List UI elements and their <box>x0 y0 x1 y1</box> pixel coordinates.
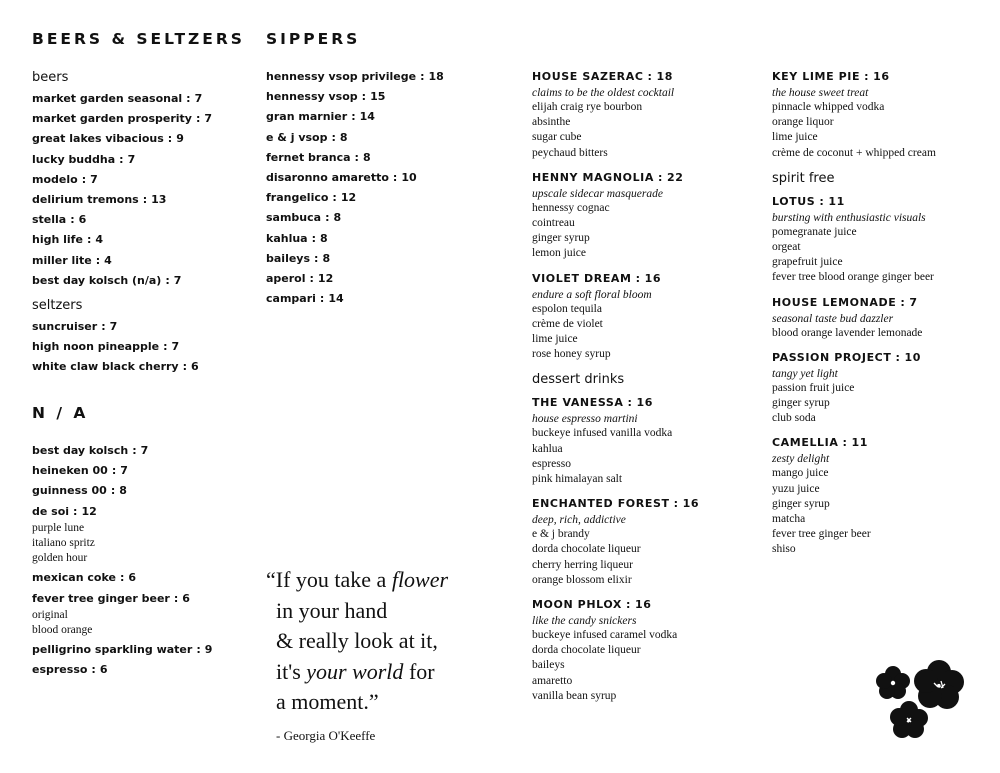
item-price: 6 <box>128 571 137 585</box>
variant-line: italiano spritz <box>32 536 95 549</box>
price-separator: : <box>626 598 632 612</box>
item-price: 14 <box>328 292 344 306</box>
price-separator: : <box>819 194 825 208</box>
price-separator: : <box>309 271 314 285</box>
drink-price: 11 <box>851 436 868 450</box>
ingredient: lime juice <box>772 131 818 144</box>
item-price: 4 <box>95 233 103 247</box>
drink-title <box>772 351 936 365</box>
item-price: 7 <box>90 172 98 186</box>
price-separator: : <box>167 132 173 146</box>
price-separator: : <box>73 504 78 518</box>
drink-tagline: zesty delight <box>772 453 830 466</box>
drink-title <box>532 497 699 511</box>
menu-item <box>266 90 444 104</box>
item-name: sambuca <box>266 211 322 225</box>
drink-price: 16 <box>873 70 890 83</box>
menu-item <box>266 70 444 84</box>
price-separator: : <box>173 591 179 605</box>
price-separator: : <box>95 253 101 267</box>
ingredient: amaretto <box>532 674 573 687</box>
drink-title <box>532 598 699 612</box>
drink-price: 22 <box>667 170 684 184</box>
drink-entry <box>532 70 699 161</box>
item-price: 8 <box>320 231 328 245</box>
price-separator: : <box>627 396 633 410</box>
price-separator: : <box>132 444 137 457</box>
na-column <box>32 444 212 684</box>
spirit-free-list <box>772 195 936 558</box>
menu-item <box>32 274 212 288</box>
ingredient: crème de violet <box>532 317 603 330</box>
price-separator: : <box>392 170 398 184</box>
ingredient: dorda chocolate liqueur <box>532 543 641 556</box>
price-separator: : <box>110 484 116 498</box>
ingredient: shiso <box>772 543 796 556</box>
menu-item <box>32 340 212 354</box>
item-name: campari <box>266 292 316 306</box>
item-name: pelligrino sparkling water <box>32 643 193 657</box>
item-price: 10 <box>401 170 417 184</box>
price-separator: : <box>900 295 906 309</box>
item-name: high life <box>32 233 83 247</box>
drink-price: 11 <box>828 194 845 208</box>
menu-item <box>32 132 212 146</box>
menu-item <box>266 131 444 145</box>
seltzers-list <box>32 320 212 374</box>
ingredient: club soda <box>772 412 816 425</box>
drink-tagline: bursting with enthusiastic visuals <box>772 211 926 224</box>
ingredient: lemon juice <box>532 247 586 260</box>
drink-entry <box>532 272 699 363</box>
item-price: 6 <box>78 213 87 227</box>
item-price: 7 <box>171 339 180 353</box>
okeeffe-quote <box>266 565 516 718</box>
drink-name: LOTUS <box>772 194 816 208</box>
drink-entry <box>532 396 699 487</box>
price-separator: : <box>354 150 359 164</box>
variant-line: blood orange <box>32 623 93 636</box>
price-separator: : <box>142 192 148 206</box>
spirit-free-column <box>772 70 936 568</box>
item-name: market garden prosperity <box>32 112 192 126</box>
item-name: white claw black cherry <box>32 360 179 374</box>
drink-name: ENCHANTED FOREST <box>532 497 670 511</box>
menu-item <box>32 505 212 519</box>
item-name: frangelico <box>266 191 329 205</box>
variant-line: purple lune <box>32 521 85 534</box>
drink-entry <box>772 70 936 161</box>
sippers-column <box>266 70 444 312</box>
item-name: stella <box>32 213 67 227</box>
drink-title <box>532 70 699 84</box>
item-price: 8 <box>339 130 348 144</box>
item-price: 18 <box>428 70 444 83</box>
drink-title <box>772 195 936 209</box>
item-name: miller lite <box>32 253 92 267</box>
ingredient: crème de coconut + whipped cream <box>772 146 936 159</box>
price-separator: : <box>186 92 191 105</box>
item-name: delirium tremons <box>32 192 139 206</box>
menu-item <box>32 571 212 585</box>
item-price: 8 <box>322 251 331 265</box>
ingredient: mango juice <box>772 467 829 480</box>
ingredient: matcha <box>772 513 806 526</box>
menu-item <box>32 643 212 657</box>
spirit-free-subheading: spirit free <box>772 170 835 186</box>
variant-line: original <box>32 608 68 621</box>
item-price: 12 <box>340 191 357 205</box>
price-separator: : <box>195 112 201 126</box>
item-name: heineken 00 <box>32 464 108 478</box>
item-price: 8 <box>362 150 371 164</box>
price-separator: : <box>119 571 125 585</box>
drink-name: KEY LIME PIE <box>772 70 861 83</box>
drink-name: HOUSE SAZERAC <box>532 70 644 83</box>
quote-line-2: in your hand <box>276 597 388 623</box>
ingredient: buckeye infused caramel vodka <box>532 629 678 642</box>
menu-item <box>266 252 444 266</box>
item-price: 7 <box>127 152 136 166</box>
na-heading: N / A <box>32 404 89 422</box>
item-name: baileys <box>266 251 311 265</box>
price-separator: : <box>91 663 96 677</box>
price-separator: : <box>647 70 653 83</box>
ingredient: vanilla bean syrup <box>532 689 617 702</box>
ingredient: lime juice <box>532 333 578 346</box>
item-price: 9 <box>204 643 213 657</box>
item-name: de soi <box>32 504 70 518</box>
drink-tagline: like the candy snickers <box>532 615 637 628</box>
quote-line-1: “If you take a flower <box>266 567 449 592</box>
item-name: great lakes vibacious <box>32 132 164 146</box>
drink-tagline: seasonal taste bud dazzler <box>772 312 894 325</box>
drink-entry <box>532 171 699 262</box>
price-separator: : <box>119 152 124 166</box>
item-price: 7 <box>194 92 203 105</box>
item-price: 7 <box>140 444 149 457</box>
ingredient: orgeat <box>772 241 801 254</box>
price-separator: : <box>311 231 316 245</box>
price-separator: : <box>86 233 92 247</box>
ingredient: elijah craig rye bourbon <box>532 101 643 113</box>
item-price: 6 <box>182 591 190 605</box>
drink-entry <box>772 195 936 286</box>
ingredient: buckeye infused vanilla vodka <box>532 427 673 440</box>
item-price: 7 <box>109 319 118 333</box>
item-name: high noon pineapple <box>32 339 160 353</box>
drink-tagline: upscale sidecar masquerade <box>532 187 663 200</box>
price-separator: : <box>163 339 168 353</box>
drink-price: 16 <box>636 396 654 410</box>
drink-name: PASSION PROJECT <box>772 350 892 364</box>
menu-item <box>32 484 212 498</box>
menu-item <box>32 464 212 478</box>
menu-item <box>32 153 212 167</box>
item-name: fever tree ginger beer <box>32 591 170 605</box>
price-separator: : <box>673 497 679 511</box>
drink-name: THE VANESSA <box>532 396 624 410</box>
price-separator: : <box>842 436 848 450</box>
price-separator: : <box>101 319 106 333</box>
item-name: market garden seasonal <box>32 92 183 105</box>
ingredient: ginger syrup <box>532 232 590 245</box>
ingredient: peychaud bitters <box>532 146 608 159</box>
quote-line-3: & really look at it, <box>276 628 438 653</box>
menu-item <box>32 254 212 268</box>
item-name: fernet branca <box>266 150 351 164</box>
price-separator: : <box>111 464 117 478</box>
ingredient: grapefruit juice <box>772 256 843 269</box>
item-price: 6 <box>99 663 108 677</box>
ingredient: espolon tequila <box>532 302 602 315</box>
drink-entry <box>532 497 699 588</box>
menu-item <box>32 213 212 227</box>
ingredient: rose honey syrup <box>532 348 611 361</box>
item-name: guinness 00 <box>32 484 107 498</box>
drink-tagline: deep, rich, addictive <box>532 514 626 527</box>
menu-item <box>266 292 444 306</box>
item-price: 15 <box>370 90 386 104</box>
menu-item <box>266 191 444 205</box>
item-name: lucky buddha <box>32 152 116 166</box>
price-separator: : <box>361 90 367 104</box>
item-variants <box>32 608 212 638</box>
flower-cluster-icon <box>872 652 972 744</box>
ingredient: cointreau <box>532 217 575 230</box>
seltzers-subheading: seltzers <box>32 297 83 313</box>
drink-entry <box>532 598 699 704</box>
ingredient: ginger syrup <box>772 397 830 410</box>
drink-tagline: claims to be the oldest cocktail <box>532 87 675 99</box>
drink-name: MOON PHLOX <box>532 598 623 612</box>
drink-name: CAMELLIA <box>772 436 839 450</box>
ingredient: sugar cube <box>532 131 582 144</box>
menu-item <box>266 232 444 246</box>
beers-seltzers-heading: BEERS & SELTZERS <box>32 30 245 48</box>
ingredient: fever tree ginger beer <box>772 528 871 541</box>
drink-price: 10 <box>904 350 921 364</box>
ingredient: passion fruit juice <box>772 381 855 394</box>
drink-tagline: house espresso martini <box>532 413 638 426</box>
price-separator: : <box>319 292 325 306</box>
drink-tagline: endure a soft floral bloom <box>532 288 652 301</box>
price-separator: : <box>182 360 187 374</box>
ingredient: orange liquor <box>772 116 834 129</box>
drink-name: VIOLET DREAM <box>532 271 632 285</box>
item-price: 4 <box>104 253 112 267</box>
drink-tagline: the house sweet treat <box>772 87 869 99</box>
ingredient: pink himalayan salt <box>532 473 623 486</box>
drink-price: 16 <box>644 271 662 285</box>
item-name: best day kolsch (n/a) <box>32 273 162 287</box>
drink-title <box>532 272 699 286</box>
menu-item <box>266 110 444 124</box>
ingredient: hennessy cognac <box>532 201 610 214</box>
price-separator: : <box>331 130 336 144</box>
drink-title <box>772 436 936 450</box>
drink-price: 18 <box>656 70 674 83</box>
price-separator: : <box>314 251 319 265</box>
item-name: hennessy vsop <box>266 90 358 104</box>
beers-subheading: beers <box>32 70 69 85</box>
menu-item <box>266 211 444 225</box>
sippers-list <box>266 70 444 306</box>
drink-price: 16 <box>635 598 652 612</box>
menu-item <box>32 360 212 374</box>
ingredient: espresso <box>532 457 571 470</box>
price-separator: : <box>420 70 425 83</box>
item-name: mexican coke <box>32 571 116 585</box>
ingredient: ginger syrup <box>772 497 830 510</box>
menu-item <box>32 320 212 334</box>
menu-item <box>32 663 212 677</box>
item-name: disaronno amaretto <box>266 170 389 184</box>
drink-entry <box>772 351 936 427</box>
price-separator: : <box>165 273 170 287</box>
menu-item <box>266 272 444 286</box>
menu-item <box>266 151 444 165</box>
menu-item <box>32 112 212 126</box>
variant-line: golden hour <box>32 552 88 565</box>
price-separator: : <box>81 172 87 186</box>
beers-seltzers-column <box>32 70 212 380</box>
drink-tagline: tangy yet light <box>772 367 838 380</box>
key-lime-slot <box>772 70 936 161</box>
item-name: aperol <box>266 271 306 285</box>
quote-attribution: - Georgia O'Keeffe <box>276 728 376 743</box>
cocktails-column <box>532 70 699 714</box>
item-price: 7 <box>204 112 213 126</box>
item-price: 8 <box>119 484 127 498</box>
ingredient: pinnacle whipped vodka <box>772 101 885 113</box>
ingredient: absinthe <box>532 116 571 129</box>
item-name: espresso <box>32 663 88 677</box>
drink-price: 16 <box>682 497 700 511</box>
item-price: 6 <box>191 360 199 374</box>
sippers-heading: SIPPERS <box>266 30 361 48</box>
item-price: 7 <box>173 273 182 287</box>
price-separator: : <box>635 271 641 285</box>
menu-item <box>32 173 212 187</box>
item-name: e & j vsop <box>266 130 328 144</box>
price-separator: : <box>658 170 663 184</box>
drink-entry <box>772 296 936 341</box>
menu-item <box>32 92 212 106</box>
item-price: 9 <box>176 132 184 146</box>
price-separator: : <box>196 643 201 657</box>
item-name: kahlua <box>266 231 308 245</box>
ingredient: dorda chocolate liqueur <box>532 644 641 657</box>
menu-item <box>32 193 212 207</box>
menu-item <box>32 233 212 247</box>
price-separator: : <box>332 191 337 205</box>
item-price: 13 <box>151 192 167 206</box>
item-price: 14 <box>359 110 375 124</box>
price-separator: : <box>325 211 330 225</box>
ingredient: kahlua <box>532 442 563 455</box>
drink-price: 7 <box>909 295 918 309</box>
item-price: 7 <box>120 464 128 478</box>
quote-line-4: it's your world for <box>276 658 435 684</box>
ingredient: pomegranate juice <box>772 225 857 238</box>
ingredient: yuzu juice <box>772 482 820 495</box>
drink-title <box>532 171 699 185</box>
menu-item <box>32 592 212 606</box>
price-separator: : <box>895 350 901 364</box>
na-list <box>32 444 212 677</box>
price-separator: : <box>70 213 75 227</box>
ingredient: baileys <box>532 659 565 672</box>
drink-title <box>532 396 699 410</box>
menu-item <box>266 171 444 185</box>
drink-title <box>772 70 936 84</box>
menu-item <box>32 444 212 458</box>
item-price: 12 <box>317 271 334 285</box>
price-separator: : <box>864 70 870 83</box>
item-price: 12 <box>81 504 97 518</box>
item-price: 8 <box>333 211 342 225</box>
price-separator: : <box>351 110 356 124</box>
dessert-list <box>532 396 699 704</box>
item-name: hennessy vsop privilege <box>266 70 417 83</box>
ingredient: e & j brandy <box>532 528 590 541</box>
ingredient: orange blossom elixir <box>532 573 632 586</box>
cocktails-list <box>532 70 699 362</box>
drink-title <box>772 296 936 310</box>
item-name: modelo <box>32 172 78 186</box>
drink-name: HENNY MAGNOLIA <box>532 170 654 184</box>
drink-name: HOUSE LEMONADE <box>772 295 897 309</box>
ingredient: blood orange lavender lemonade <box>772 326 923 339</box>
quote-line-5: a moment.” <box>276 689 379 714</box>
ingredient: fever tree blood orange ginger beer <box>772 271 934 284</box>
item-name: suncruiser <box>32 319 98 333</box>
item-name: best day kolsch <box>32 444 129 457</box>
ingredient: cherry herring liqueur <box>532 558 633 571</box>
drink-entry <box>772 436 936 557</box>
dessert-subheading: dessert drinks <box>532 372 625 388</box>
item-variants <box>32 521 212 567</box>
beers-list <box>32 92 212 288</box>
item-name: gran marnier <box>266 110 348 124</box>
